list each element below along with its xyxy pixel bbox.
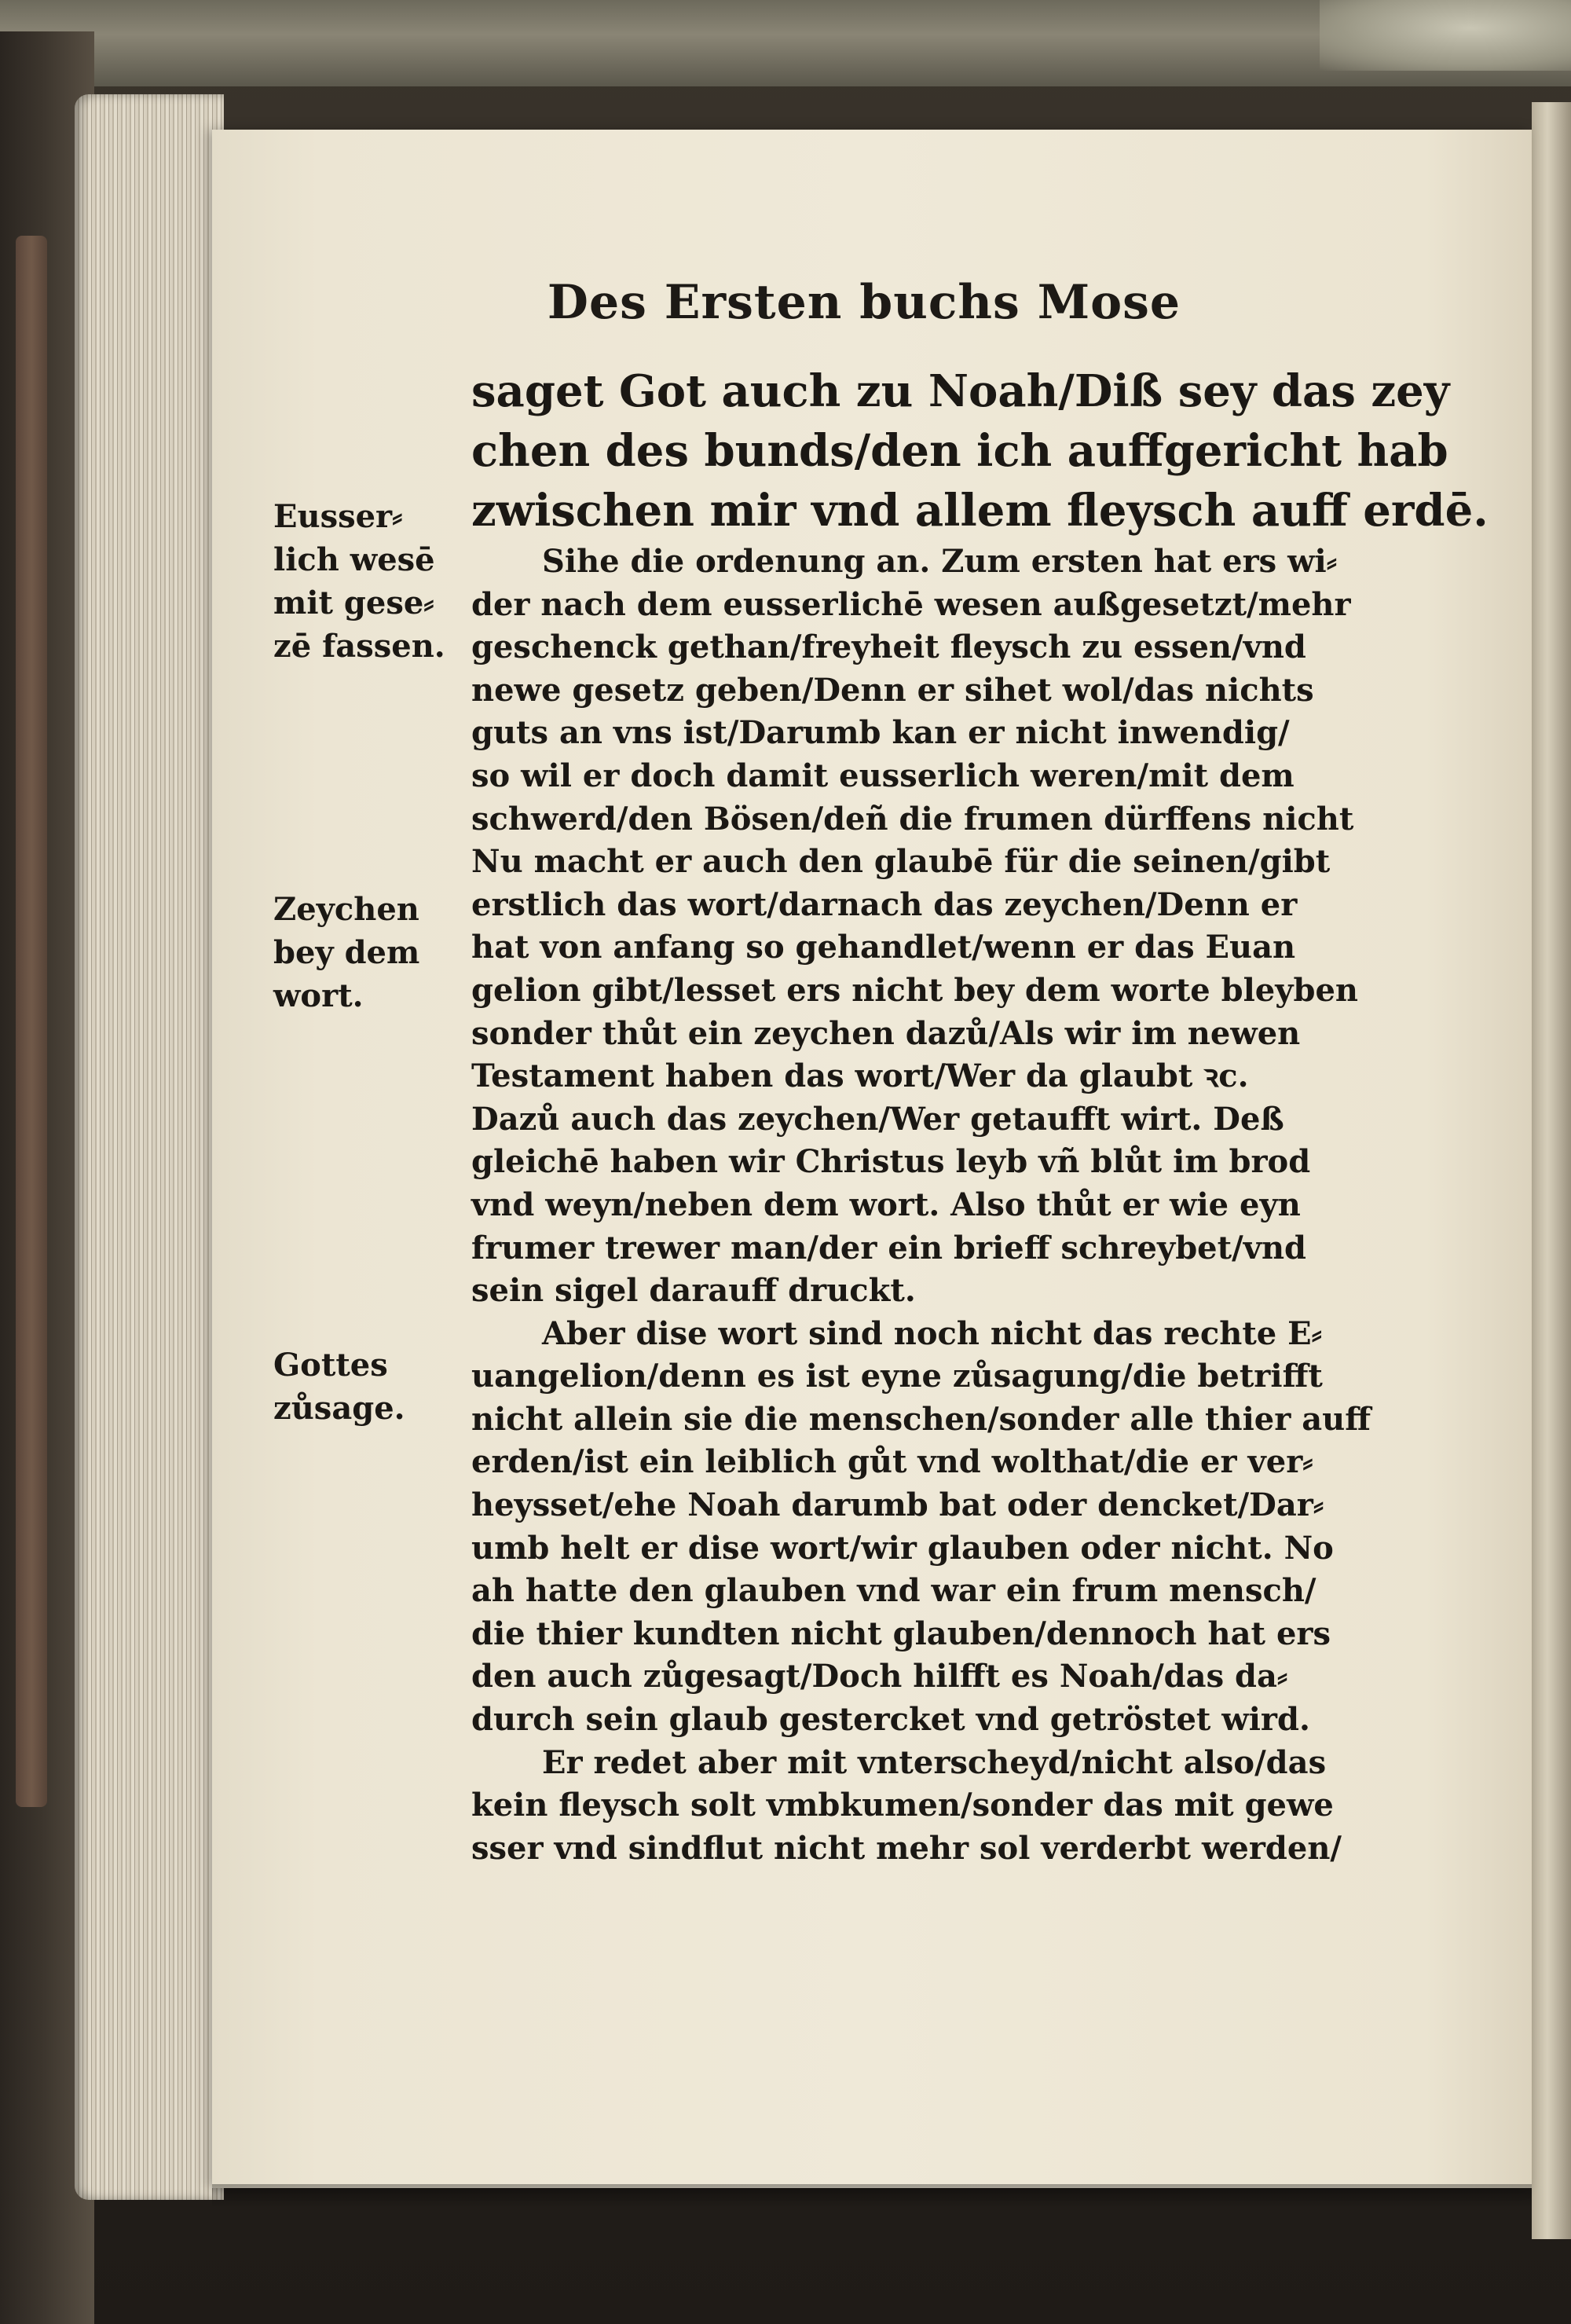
margin-note-line: mit gese⸗ — [273, 585, 434, 621]
text-line: frumer trewer man/der ein brieff schreybet/vnd — [471, 1229, 1306, 1266]
running-head: Des Ersten buchs Mose — [547, 275, 1181, 330]
text-line: Er redet aber mit vnterscheyd/nicht also/das — [542, 1743, 1327, 1781]
text-line: guts an vns ist/Darumb kan er nicht inwendig/ — [471, 714, 1290, 752]
cover-edge-wear — [16, 236, 47, 1807]
text-line: erden/ist ein leiblich gůt vnd wolthat/die er ver⸗ — [471, 1443, 1313, 1481]
text-line: vnd weyn/neben dem wort. Also thůt er wie eyn — [471, 1186, 1301, 1223]
text-line: zwischen mir vnd allem fleysch auff erdē. — [471, 485, 1489, 537]
text-line: durch sein glaub gestercket vnd getröstet wird. — [471, 1701, 1310, 1739]
text-line: gleichē haben wir Christus leyb vñ blůt im brod — [471, 1143, 1311, 1181]
text-line: Aber dise wort sind noch nicht das rechte E⸗ — [542, 1314, 1322, 1352]
margin-note-line: zůsage. — [273, 1390, 405, 1427]
facing-page-edge — [1532, 102, 1571, 2239]
margin-note-gottes-zusage — [273, 1343, 470, 1430]
margin-note-zeychen — [273, 888, 470, 1017]
text-line: erstlich das wort/darnach das zeychen/Denn er — [471, 885, 1298, 923]
margin-note-eusserlich — [273, 495, 470, 668]
margin-note-line: bey dem — [273, 934, 420, 971]
text-line: geschenck gethan/freyheit fleysch zu essen/vnd — [471, 629, 1306, 666]
text-line: ah hatte den glauben vnd war ein frum mensch/ — [471, 1572, 1316, 1610]
text-line: saget Got auch zu Noah/Diß sey das zey — [471, 365, 1450, 417]
text-line: den auch zůgesagt/Doch hilfft es Noah/das da⸗ — [471, 1658, 1288, 1695]
text-line: Sihe die ordenung an. Zum ersten hat ers wi⸗ — [542, 543, 1338, 580]
margin-note-line: Gottes — [273, 1347, 388, 1384]
text-line: die thier kundten nicht glauben/dennoch hat ers — [471, 1615, 1331, 1652]
margin-note-line: wort. — [273, 977, 364, 1014]
margin-note-line: lich wesē — [273, 541, 435, 578]
text-line: der nach dem eusserlichē wesen außgesetzt/mehr — [471, 585, 1351, 623]
text-line: nicht allein sie die menschen/sonder alle thier auff — [471, 1400, 1371, 1438]
text-line: so wil er doch damit eusserlich weren/mit dem — [471, 757, 1295, 794]
text-line: sser vnd sindflut nicht mehr sol verderbt werden/ — [471, 1829, 1342, 1867]
text-line: hat von anfang so gehandlet/wenn er das Euan — [471, 929, 1296, 966]
text-line: Dazů auch das zeychen/Wer getaufft wirt. Deß — [471, 1100, 1284, 1138]
text-line: chen des bunds/den ich auffgericht hab — [471, 425, 1448, 477]
text-line: umb helt er dise wort/wir glauben oder nicht. No — [471, 1529, 1334, 1567]
text-line: kein fleysch solt vmbkumen/sonder das mit gewe — [471, 1787, 1334, 1824]
margin-note-line: zē fassen. — [273, 628, 445, 665]
text-line: uangelion/denn es ist eyne zůsagung/die betrifft — [471, 1358, 1323, 1395]
text-line: sonder thůt ein zeychen dazů/Als wir im newen — [471, 1014, 1301, 1052]
text-line: heysset/ehe Noah darumb bat oder dencket/Dar⸗ — [471, 1486, 1324, 1524]
page-shadow — [212, 2184, 1532, 2208]
cover-stain — [1320, 0, 1571, 71]
page-edges — [75, 94, 224, 2200]
text-line: newe gesetz geben/Denn er sihet wol/das nichts — [471, 671, 1314, 709]
text-line: schwerd/den Bösen/deñ die frumen dürffens nicht — [471, 800, 1354, 838]
main-text-block — [471, 361, 1489, 1870]
margin-note-line: Zeychen — [273, 891, 419, 928]
text-line: sein sigel darauff druckt. — [471, 1272, 916, 1310]
text-line: gelion gibt/lesset ers nicht bey dem worte bleyben — [471, 971, 1358, 1009]
margin-note-line: Eusser⸗ — [273, 498, 403, 535]
text-line: Nu macht er auch den glaubē für die seinen/gibt — [471, 843, 1331, 881]
text-line: Testament haben das wort/Wer da glaubt ꝛc. — [471, 1058, 1249, 1095]
